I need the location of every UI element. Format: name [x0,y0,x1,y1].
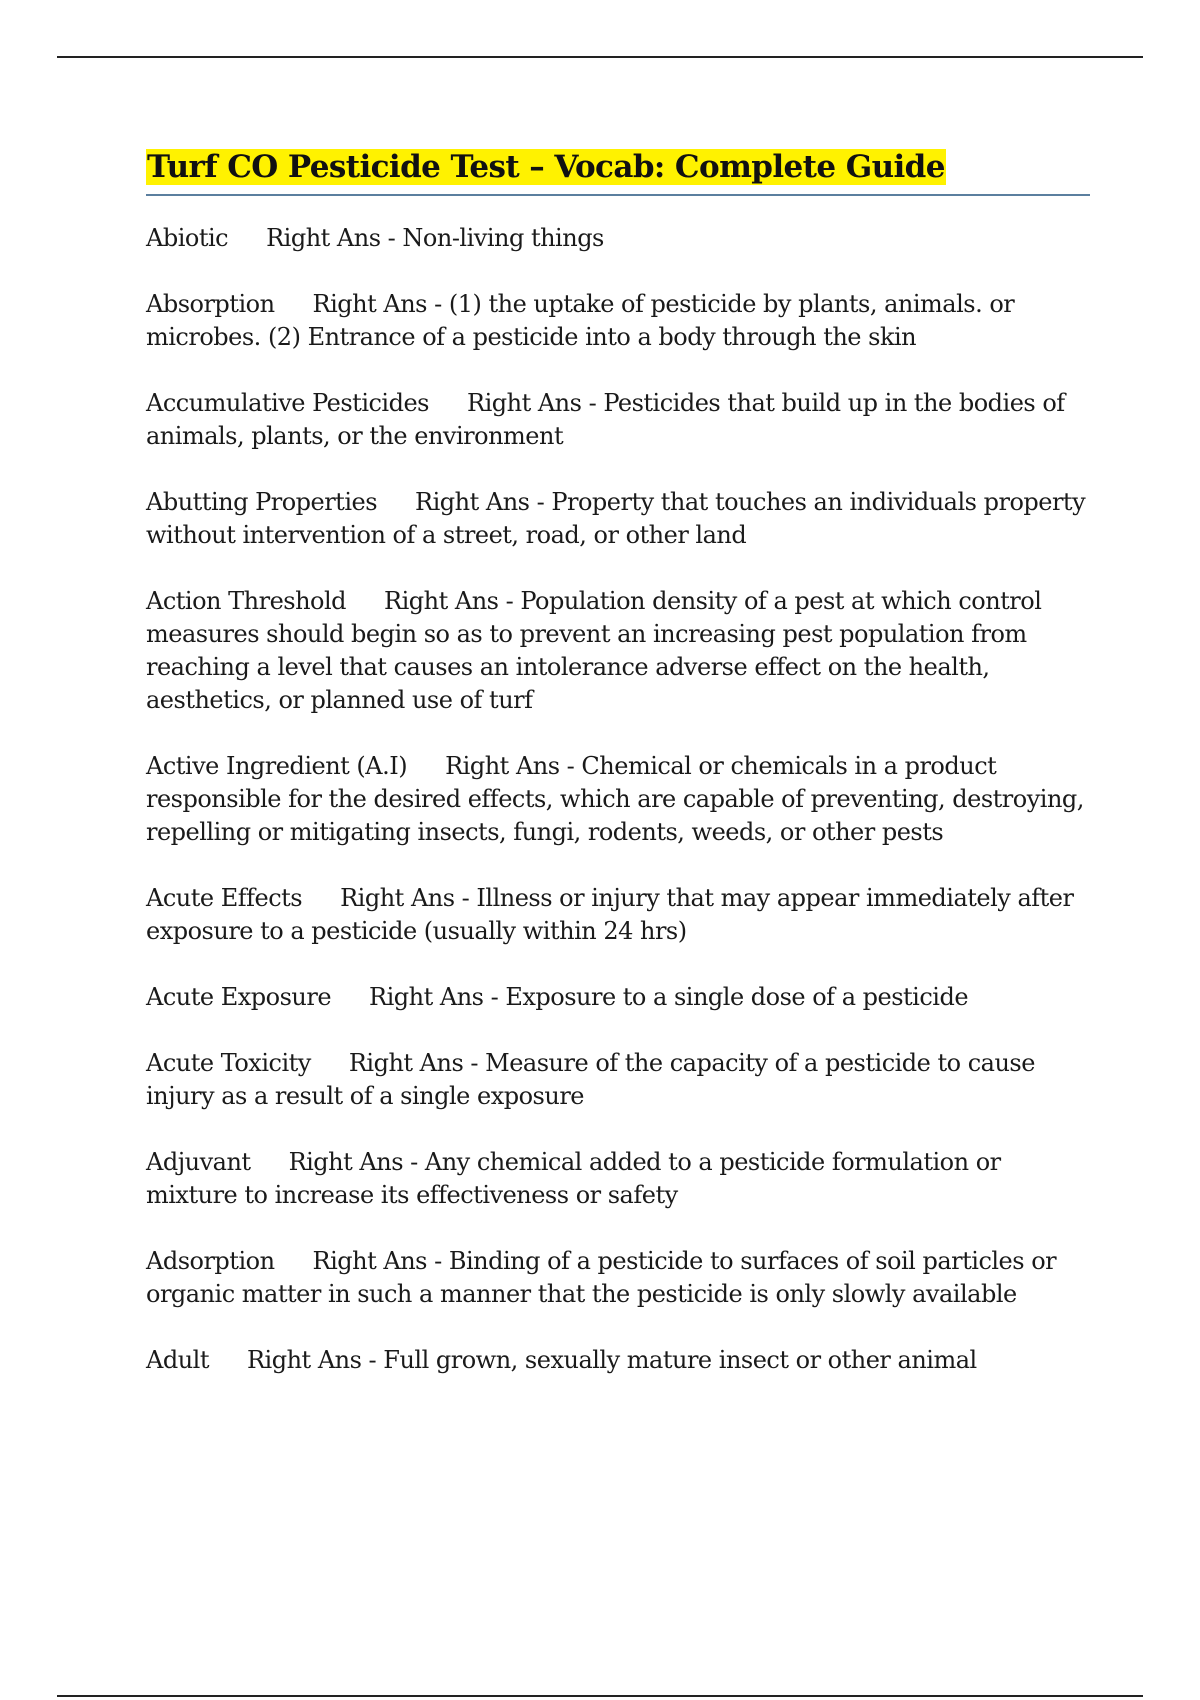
term: Acute Toxicity [146,1049,311,1077]
list-item [146,882,1090,948]
definition: Right Ans - Pesticides that build up in the bodies of animals, plants, or the environment [146,389,1065,450]
definition: Right Ans - (1) the uptake of pesticide by plants, animals. or microbes. (2) Entrance of a pesticide into a body through the skin [146,290,1015,351]
document-body [146,146,1090,1410]
list-item [146,222,1090,255]
term: Adjuvant [146,1148,251,1176]
definition: Right Ans - Chemical or chemicals in a product responsible for the desired effects, which are capable of preventing, destroying, repelling or mitigating insects, fungi, rodents, weeds, or other pests [146,752,1084,846]
definition: Right Ans - Illness or injury that may appear immediately after exposure to a pesticide (usually within 24 hrs) [146,884,1074,945]
definition: Right Ans - Measure of the capacity of a pesticide to cause injury as a result of a single exposure [146,1049,1035,1110]
list-item [146,750,1090,849]
term: Abiotic [146,224,229,252]
definition: Right Ans - Binding of a pesticide to surfaces of soil particles or organic matter in such a manner that the pesticide is only slowly available [146,1247,1057,1308]
list-item [146,1047,1090,1113]
page-bottom-rule [57,1695,1143,1697]
definition: Right Ans - Non-living things [266,224,604,252]
list-item [146,387,1090,453]
page-title-text: Turf CO Pesticide Test – Vocab: Complete Guide [147,149,945,185]
title-block [146,146,1090,196]
definition: Right Ans - Population density of a pest at which control measures should begin so as to prevent an increasing pest population from reaching a level that causes an intolerance adverse effect on the health, aesthetics, or planned use of turf [146,587,1042,714]
term: Acute Exposure [146,983,332,1011]
term: Accumulative Pesticides [146,389,429,417]
term: Active Ingredient (A.I) [146,752,408,780]
list-item [146,486,1090,552]
list-item [146,1344,1090,1377]
definition: Right Ans - Any chemical added to a pesticide formulation or mixture to increase its effectiveness or safety [146,1148,1001,1209]
page-title [146,146,946,188]
term: Absorption [146,290,275,318]
definition: Right Ans - Exposure to a single dose of a pesticide [369,983,969,1011]
list-item [146,981,1090,1014]
list-item [146,1146,1090,1212]
list-item [146,1245,1090,1311]
vocab-list [146,222,1090,1377]
definition: Right Ans - Full grown, sexually mature insect or other animal [246,1346,977,1374]
definition: Right Ans - Property that touches an individuals property without intervention of a street, road, or other land [146,488,1086,549]
term: Action Threshold [146,587,347,615]
list-item [146,585,1090,717]
list-item [146,288,1090,354]
term: Acute Effects [146,884,303,912]
term: Adsorption [146,1247,275,1275]
term: Abutting Properties [146,488,378,516]
page-top-rule [57,56,1143,58]
term: Adult [146,1346,209,1374]
